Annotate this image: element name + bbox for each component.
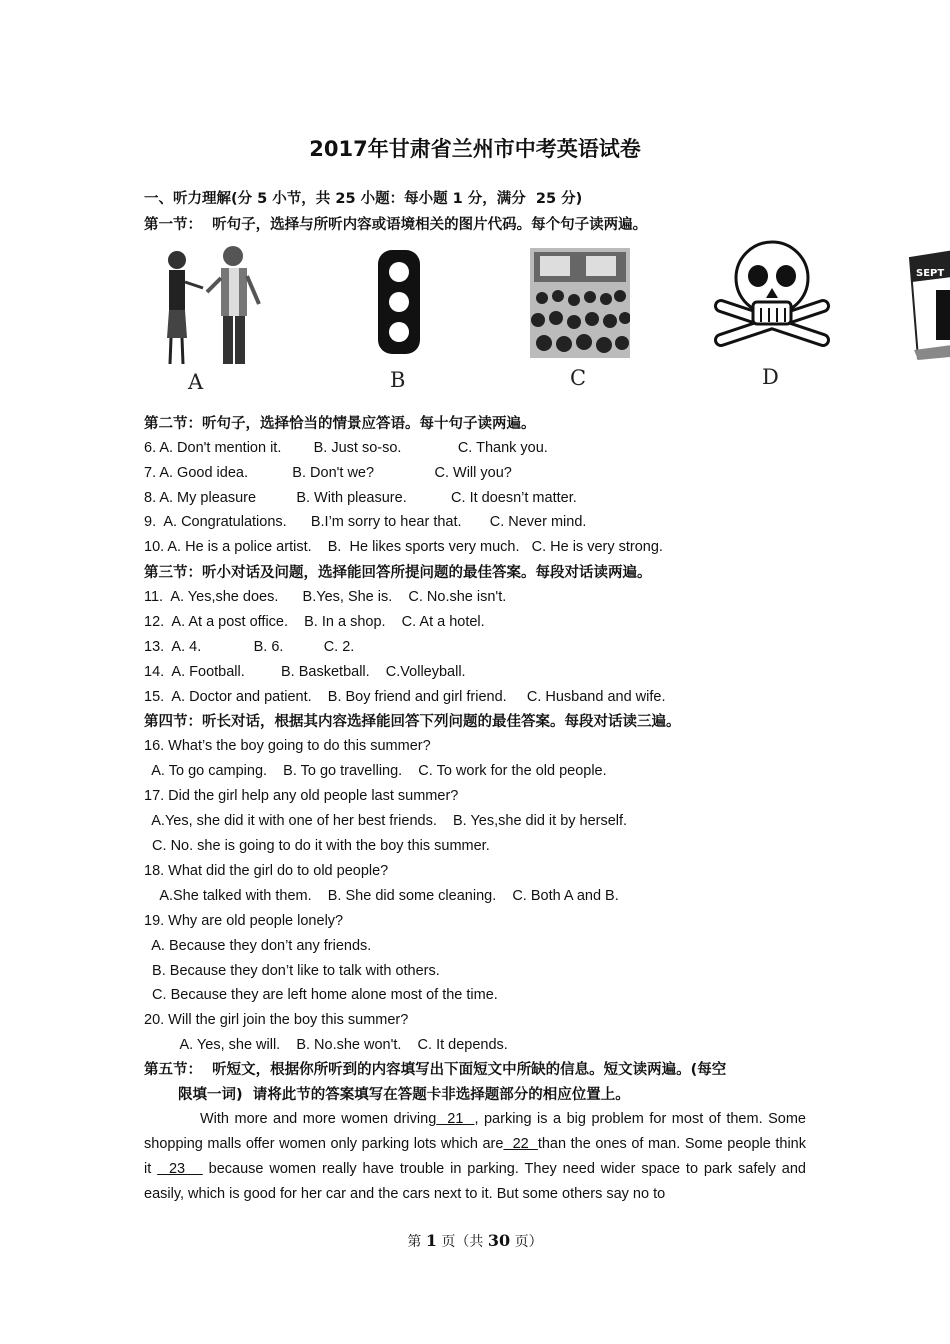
blank-22: 22 xyxy=(503,1136,538,1152)
picture-a-label: A xyxy=(188,370,204,394)
question-19-option-a: A. Because they don’t any friends. xyxy=(144,938,372,954)
question-16-options: A. To go camping. B. To go travelling. C. To work for the old people. xyxy=(144,763,607,779)
footer-post: 页） xyxy=(510,1234,543,1250)
question-18: 18. What did the girl do to old people? xyxy=(144,863,389,879)
blank-23: 23 xyxy=(157,1161,203,1177)
calendar-month: SEPT xyxy=(916,268,945,279)
question-15: 15. A. Doctor and patient. B. Boy friend and girl friend. C. Husband and wife. xyxy=(144,689,666,705)
picture-e-calendar-icon xyxy=(900,250,950,360)
question-6: 6. A. Don't mention it. B. Just so-so. C. Thank you. xyxy=(144,440,548,456)
question-17-option-c: C. No. she is going to do it with the boy this summer. xyxy=(144,838,490,854)
question-10: 10. A. He is a police artist. B. He likes sports very much. C. He is very strong. xyxy=(144,539,663,555)
passage-part-4: because women really have trouble in parking. They need wider space to park safely and easily, which is good for her car and the cars next to it. But some others say no to xyxy=(144,1161,806,1202)
section2-heading: 第二节：听句子，选择恰当的情景应答语。每十句子读两遍。 xyxy=(144,416,536,432)
passage-part-1: With more and more women driving xyxy=(200,1111,437,1127)
blank-21: 21 xyxy=(436,1111,475,1127)
picture-c-label: C xyxy=(570,366,587,390)
question-19-option-b: B. Because they don’t like to talk with others. xyxy=(144,963,440,979)
question-17: 17. Did the girl help any old people last summer? xyxy=(144,788,459,804)
passage-part-2: , parking is a big problem for most of them. Some shopping malls offer women only parking lots which are xyxy=(144,1111,806,1152)
question-9: 9. A. Congratulations. B.I’m sorry to hear that. C. Never mind. xyxy=(144,514,587,530)
section4-heading: 第四节：听长对话，根据其内容选择能回答下列问题的最佳答案。每段对话读三遍。 xyxy=(144,714,681,730)
question-8: 8. A. My pleasure B. With pleasure. C. It doesn’t matter. xyxy=(144,490,577,506)
passage-part-3: than the ones of man. Some people think it xyxy=(144,1136,806,1177)
part1-heading: 一、听力理解(分 5 小节，共 25 小题：每小题 1 分，满分 25 分) xyxy=(144,191,583,207)
footer-pre: 第 xyxy=(407,1234,426,1250)
question-19: 19. Why are old people lonely? xyxy=(144,913,344,929)
question-16: 16. What’s the boy going to do this summer? xyxy=(144,738,431,754)
question-19-option-c: C. Because they are left home alone most of the time. xyxy=(144,987,498,1003)
section5-heading-cont: 限填一词) 请将此节的答案填写在答题卡非选择题部分的相应位置上。 xyxy=(178,1087,630,1103)
picture-d-skull-icon xyxy=(713,236,831,348)
question-13: 13. A. 4. B. 6. C. 2. xyxy=(144,639,355,655)
question-14: 14. A. Football. B. Basketball. C.Volleyball. xyxy=(144,664,466,680)
question-12: 12. A. At a post office. B. In a shop. C. At a hotel. xyxy=(144,614,485,630)
passage xyxy=(144,1107,806,1207)
total-pages: 30 xyxy=(487,1231,511,1250)
section1-heading: 第一节： 听句子，选择与所听内容或语境相关的图片代码。每个句子读两遍。 xyxy=(144,217,648,233)
section3-heading: 第三节：听小对话及问题，选择能回答所提问题的最佳答案。每段对话读两遍。 xyxy=(144,565,652,581)
page-number: 1 xyxy=(425,1231,437,1250)
section5-heading: 第五节： 听短文，根据你所听到的内容填写出下面短文中所缺的信息。短文读两遍。(每空 xyxy=(144,1062,727,1078)
question-7: 7. A. Good idea. B. Don't we? C. Will you? xyxy=(144,465,512,481)
question-11: 11. A. Yes,she does. B.Yes, She is. C. No.she isn't. xyxy=(144,589,507,605)
question-20-options: A. Yes, she will. B. No.she won't. C. It depends. xyxy=(144,1037,508,1053)
picture-c-crowd xyxy=(530,248,630,358)
footer-mid: 页（共 xyxy=(436,1234,488,1250)
picture-a-people xyxy=(155,242,270,372)
question-20: 20. Will the girl join the boy this summer? xyxy=(144,1012,409,1028)
picture-b-label: B xyxy=(390,368,406,392)
page-title: 2017年甘肃省兰州市中考英语试卷 xyxy=(309,137,641,161)
picture-b-traffic-light xyxy=(375,248,423,356)
question-18-options: A.She talked with them. B. She did some cleaning. C. Both A and B. xyxy=(144,888,619,904)
question-17-options-ab: A.Yes, she did it with one of her best friends. B. Yes,she did it by herself. xyxy=(144,813,628,829)
picture-d-label: D xyxy=(762,365,779,389)
page-footer xyxy=(0,1231,950,1251)
